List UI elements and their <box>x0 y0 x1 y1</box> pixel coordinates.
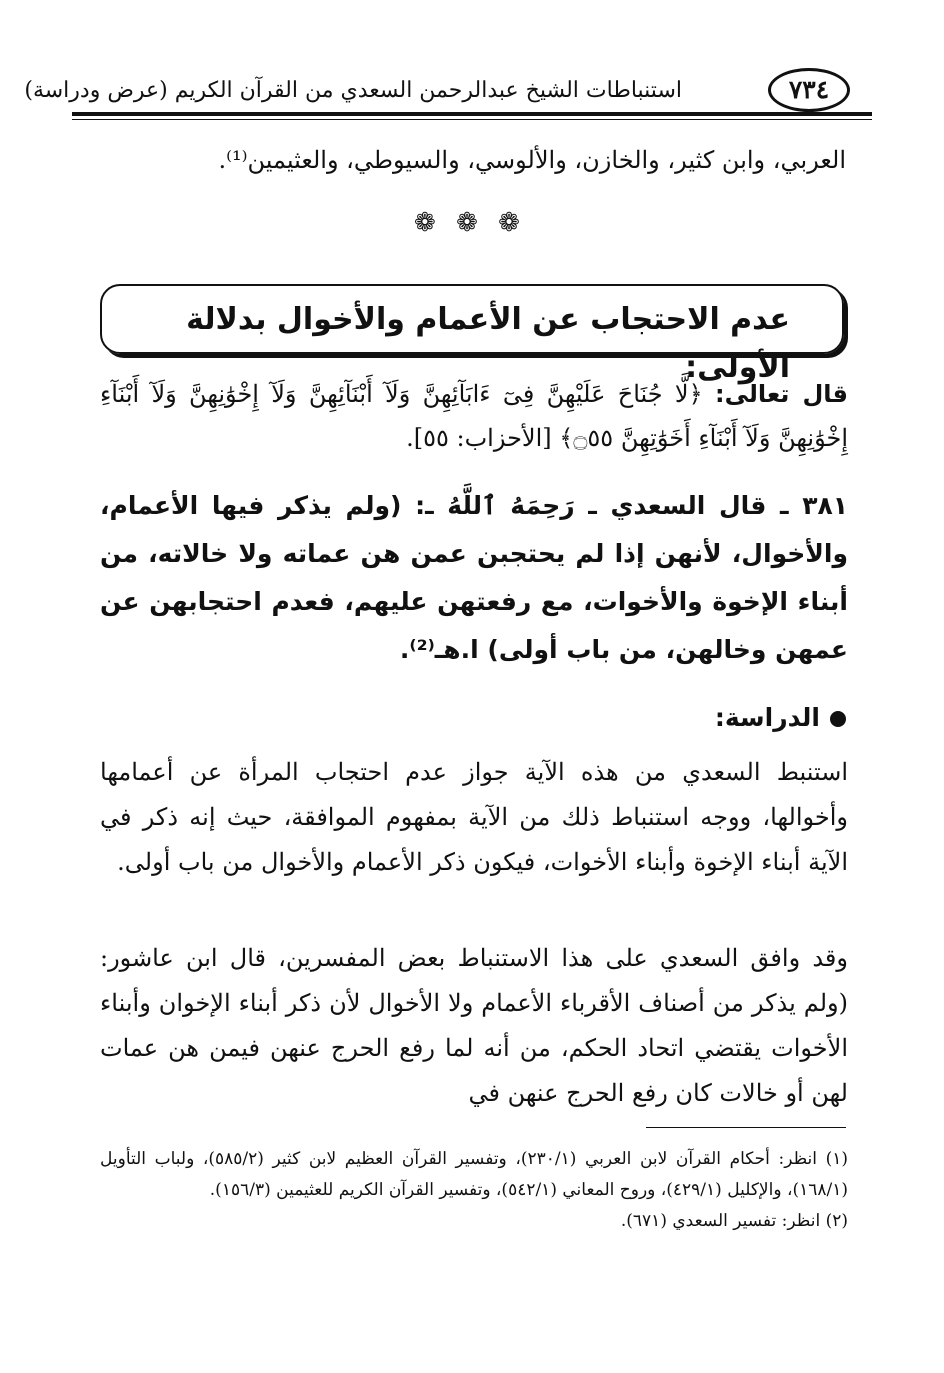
footnote-rule <box>646 1127 846 1128</box>
bullet-icon <box>830 711 846 727</box>
study-paragraph-1: استنبط السعدي من هذه الآية جواز عدم احتجاب المرأة عن أعمامها وأخوالها، ووجه استنباط ذلك من الآية بمفهوم الموافقة، حيث إنه ذكر في الآية أبناء الإخوة وأبناء الأخوات، فيكون ذكر الأعمام والأخوال من باب أولى. <box>100 758 848 876</box>
study-paragraph-2: وقد وافق السعدي على هذا الاستنباط بعض المفسرين، قال ابن عاشور: (ولم يذكر من أصناف الأقرباء الأعمام ولا الأخوال لأن ذكر أبناء الإخوان وأبناء الأخوات يقتضي اتحاد الحكم، من أنه لما رفع الحرج عنهن فيمن هن عمات لهن أو خالات كان رفع الحرج عنهن في <box>100 944 848 1107</box>
quran-verse: ﴿لَّا جُنَاحَ عَلَيْهِنَّ فِىٓ ءَابَآئِهِنَّ وَلَآ أَبْنَآئِهِنَّ وَلَآ إِخْوَٰنِهِنَّ وَلَآ أَبْنَآءِ إِخْوَٰنِهِنَّ وَلَآ أَبْنَآءِ أَخَوَٰتِهِنَّ ۝٥٥﴾ <box>100 380 848 452</box>
quran-lead: قال تعالى: <box>714 380 848 408</box>
footnote-1: (١) انظر: أحكام القرآن لابن العربي (٢٣٠/١)، وتفسير القرآن العظيم لابن كثير (٥٨٥/٢)، ولباب التأويل (١٦٨/١)، والإكليل (٤٢٩/١)، وروح المعاني (٥٤٢/١)، وتفسير القرآن الكريم للعثيمين (١٥٦/٣). <box>100 1149 848 1200</box>
header-rule-thick <box>72 112 872 116</box>
study-heading <box>600 700 846 736</box>
running-header-title: استنباطات الشيخ عبدالرحمن السعدي من القرآن الكريم (عرض ودراسة) <box>24 78 682 103</box>
header-rule-thin <box>72 119 872 120</box>
quran-verse-paragraph <box>100 372 848 460</box>
section-separator: ❁ ❁ ❁ <box>414 208 526 238</box>
continuation-line: العربي، وابن كثير، والخازن، والألوسي، والسيوطي، والعثيمين⁽¹⁾. <box>218 146 846 174</box>
saadi-quote-paragraph: ٣٨١ ـ قال السعدي ـ رَحِمَهُ ٱللَّهُ ـ: (ولم يذكر فيها الأعمام، والأخوال، لأنهن إذا لم يحتجبن عمن هن عماته ولا خالاته، من أبناء الإخوة والأخوات، مع رفعتهن عليهم، فعدم احتجابهن عن عمهن وخالهن، من باب أولى) ا.هـ⁽²⁾. <box>100 491 848 664</box>
page-number: ٧٣٤ <box>768 68 850 112</box>
footnotes <box>100 1144 848 1237</box>
section-heading: عدم الاحتجاب عن الأعمام والأخوال بدلالة الأولى: <box>186 302 790 385</box>
study-heading-label: الدراسة: <box>714 703 820 732</box>
footnote-2: (٢) انظر: تفسير السعدي (٦٧١). <box>620 1211 848 1231</box>
quran-reference: [الأحزاب: ٥٥]. <box>406 424 552 452</box>
